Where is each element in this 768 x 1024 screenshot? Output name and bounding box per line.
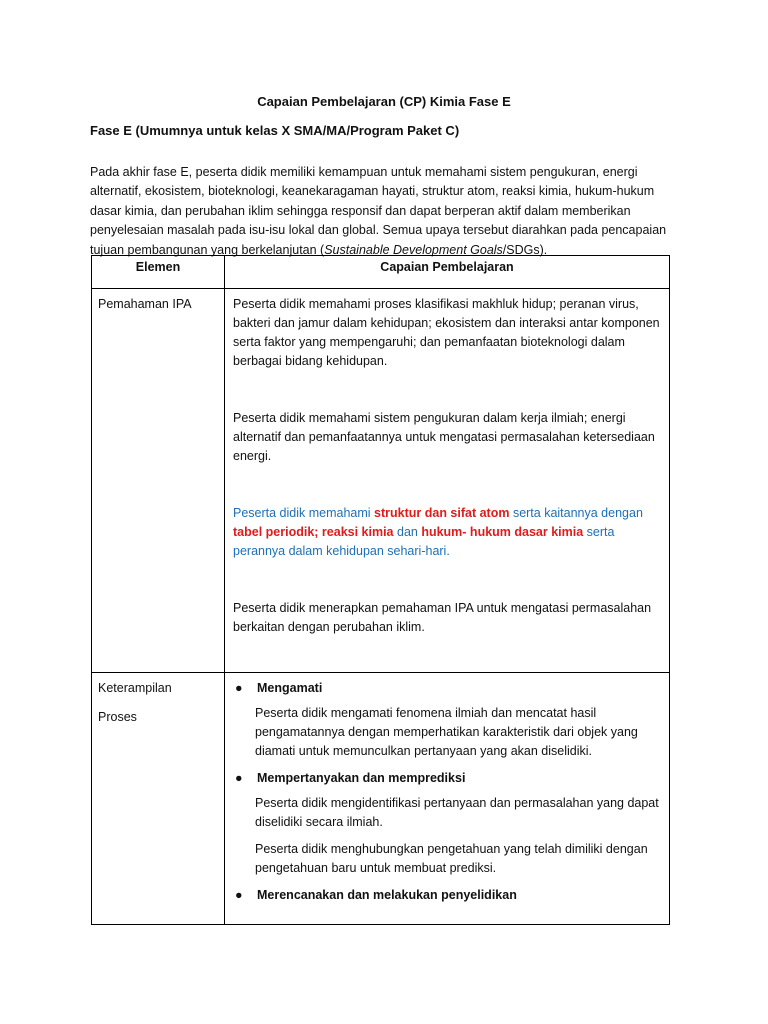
cp-paragraph: Peserta didik menerapkan pemahaman IPA untuk mengatasi permasalahan berkaitan dengan perubahan iklim.: [233, 601, 652, 634]
cp-pemahaman-ipa: [225, 289, 670, 673]
cp-paragraph: Peserta didik memahami proses klasifikasi makhluk hidup; peranan virus, bakteri dan jamur dalam kehidupan; ekosistem dan interaksi antar komponen serta faktor yang mempengaruhi; dan pemanfaatan bioteknologi dalam berbagai bidang kehidupan.: [233, 297, 660, 368]
element-keterampilan-proses: [92, 673, 225, 925]
header-capaian: Capaian Pembelajaran: [225, 256, 670, 289]
cp-paragraph: Peserta didik memahami sistem pengukuran dalam kerja ilmiah; energi alternatif dan pemanfaatannya untuk mengatasi permasalahan ketersediaan energi.: [233, 411, 655, 463]
element-pemahaman-ipa: Pemahaman IPA: [92, 289, 225, 673]
bullet-label: Merencanakan dan melakukan penyelidikan: [257, 888, 517, 902]
element-line: Proses: [98, 710, 137, 724]
highlight-span: reaksi kimia: [321, 525, 394, 539]
text-span: serta kaitannya dengan: [509, 506, 643, 520]
highlight-span: hukum- hukum dasar kimia: [421, 525, 584, 539]
bullet-label: Mempertanyakan dan memprediksi: [257, 771, 466, 785]
bullet-icon: ●: [235, 681, 243, 695]
highlight-span: ;: [314, 525, 322, 539]
cp-keterampilan-proses: [225, 673, 670, 925]
intro-italic: Sustainable Development Goals: [324, 242, 503, 257]
document-title: Capaian Pembelajaran (CP) Kimia Fase E: [257, 94, 511, 109]
cp-table: [91, 255, 670, 925]
table-row: [92, 673, 670, 925]
bullet-text: Peserta didik menghubungkan pengetahuan yang telah dimiliki dengan pengetahuan baru untuk membuat prediksi.: [255, 842, 648, 875]
bullet-mengamati: [233, 679, 661, 698]
bullet-merencanakan: [233, 886, 661, 905]
text-span: serta perannya dalam kehidupan sehari-hari.: [233, 525, 615, 558]
cp-highlight-paragraph: [233, 504, 661, 561]
highlight-span: tabel periodik: [233, 525, 315, 539]
header-elemen: Elemen: [92, 256, 225, 289]
table-header-row: [92, 256, 670, 289]
intro-paragraph: [90, 163, 674, 261]
text-span: dan: [393, 525, 422, 539]
table-row: [92, 289, 670, 673]
intro-text: Pada akhir fase E, peserta didik memiliki kemampuan untuk memahami sistem pengukuran, energi alternatif, ekosistem, bioteknologi, keanekaragaman hayati, struktur atom, reaksi kimia, hukum-hukum dasar kimia, dan perubahan iklim sehingga responsif dan dapat berperan aktif dalam memberikan penyelesaian masalah pada isu-isu lokal dan global. Semua upaya tersebut diarahkan pada pencapaian tujuan pembangunan yang berkelanjutan (: [90, 164, 667, 257]
bullet-label: Mengamati: [257, 681, 323, 695]
bullet-icon: ●: [235, 771, 243, 785]
bullet-text: Peserta didik mengamati fenomena ilmiah dan mencatat hasil pengamatannya dengan memperhatikan karakteristik dari objek yang diamati untuk memunculkan pertanyaan yang akan diselidiki.: [255, 706, 638, 758]
bullet-icon: ●: [235, 888, 243, 902]
highlight-span: struktur dan sifat atom: [374, 506, 510, 520]
bullet-text: Peserta didik mengidentifikasi pertanyaan dan permasalahan yang dapat diselidiki secara ilmiah.: [255, 796, 659, 829]
intro-suffix: /SDGs).: [502, 242, 548, 257]
bullet-mempertanyakan: [233, 769, 661, 788]
phase-subtitle: Fase E (Umumnya untuk kelas X SMA/MA/Program Paket C): [90, 123, 460, 138]
element-line: Keterampilan: [98, 681, 172, 695]
text-span: Peserta didik memahami: [233, 506, 375, 520]
